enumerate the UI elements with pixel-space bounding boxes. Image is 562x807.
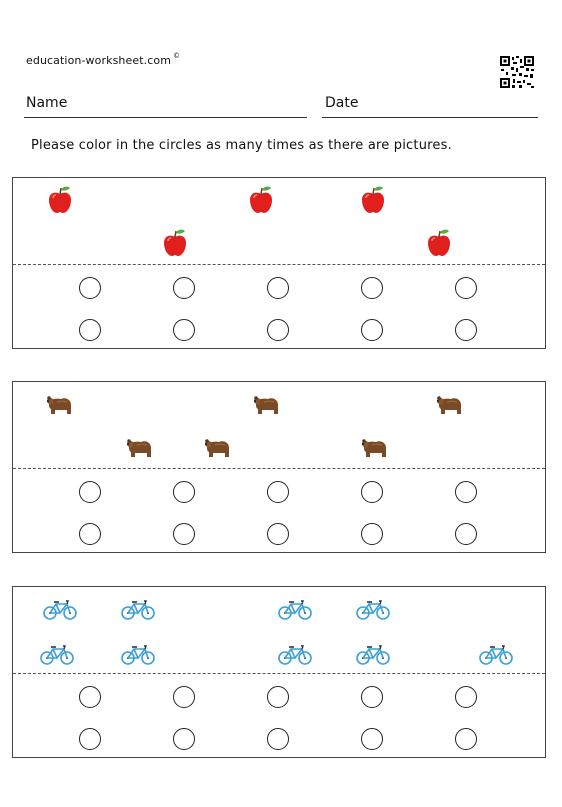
apple-icon	[45, 185, 75, 215]
picture-area	[13, 382, 545, 468]
answer-circle[interactable]	[361, 481, 383, 503]
bear-icon	[124, 433, 154, 463]
date-label: Date	[325, 95, 359, 111]
dashed-divider	[13, 264, 545, 265]
answer-circle[interactable]	[267, 319, 289, 341]
picture-area	[13, 587, 545, 673]
answer-circle[interactable]	[361, 728, 383, 750]
bicycle-icon	[120, 593, 156, 623]
answer-circle[interactable]	[455, 481, 477, 503]
answer-circle[interactable]	[173, 319, 195, 341]
answer-circle[interactable]	[79, 319, 101, 341]
answer-circle[interactable]	[79, 523, 101, 545]
exercise-panel-bears	[12, 381, 546, 553]
qr-code-icon	[500, 56, 534, 88]
answer-circle[interactable]	[455, 319, 477, 341]
bicycle-icon	[120, 638, 156, 668]
exercise-panel-apples	[12, 177, 546, 349]
answer-circle[interactable]	[267, 277, 289, 299]
answer-circle[interactable]	[361, 523, 383, 545]
answer-circle[interactable]	[79, 728, 101, 750]
answer-circle[interactable]	[267, 728, 289, 750]
bicycle-icon	[42, 593, 78, 623]
answer-circle[interactable]	[455, 277, 477, 299]
copyright-symbol: ©	[173, 52, 181, 60]
instructions: Please color in the circles as many times as there are pictures.	[31, 138, 452, 153]
answer-circle[interactable]	[267, 481, 289, 503]
answer-circle[interactable]	[79, 277, 101, 299]
bicycle-icon	[39, 638, 75, 668]
date-line[interactable]	[322, 117, 538, 118]
bicycle-icon	[277, 593, 313, 623]
answer-circle[interactable]	[361, 277, 383, 299]
answer-circle[interactable]	[455, 728, 477, 750]
answer-circle[interactable]	[267, 686, 289, 708]
answer-circle[interactable]	[361, 319, 383, 341]
bicycle-icon	[277, 638, 313, 668]
bear-icon	[44, 390, 74, 420]
bear-icon	[251, 390, 281, 420]
apple-icon	[246, 185, 276, 215]
site-credit	[26, 52, 180, 67]
apple-icon	[358, 185, 388, 215]
bear-icon	[202, 433, 232, 463]
answer-circle[interactable]	[173, 481, 195, 503]
answer-circle[interactable]	[173, 277, 195, 299]
answer-circle[interactable]	[267, 523, 289, 545]
answer-circle[interactable]	[173, 686, 195, 708]
answer-circle[interactable]	[173, 523, 195, 545]
dashed-divider	[13, 673, 545, 674]
picture-area	[13, 178, 545, 264]
apple-icon	[424, 228, 454, 258]
answer-circle[interactable]	[455, 523, 477, 545]
bicycle-icon	[478, 638, 514, 668]
bicycle-icon	[355, 638, 391, 668]
answer-circle[interactable]	[79, 686, 101, 708]
apple-icon	[160, 228, 190, 258]
bear-icon	[359, 433, 389, 463]
name-line[interactable]	[24, 117, 307, 118]
answer-circle[interactable]	[79, 481, 101, 503]
exercise-panel-bicycles	[12, 586, 546, 758]
answer-circle[interactable]	[455, 686, 477, 708]
dashed-divider	[13, 468, 545, 469]
answer-circle[interactable]	[173, 728, 195, 750]
answer-circle[interactable]	[361, 686, 383, 708]
site-name: education-worksheet.com	[26, 54, 172, 67]
bicycle-icon	[355, 593, 391, 623]
name-label: Name	[26, 95, 68, 111]
bear-icon	[434, 390, 464, 420]
